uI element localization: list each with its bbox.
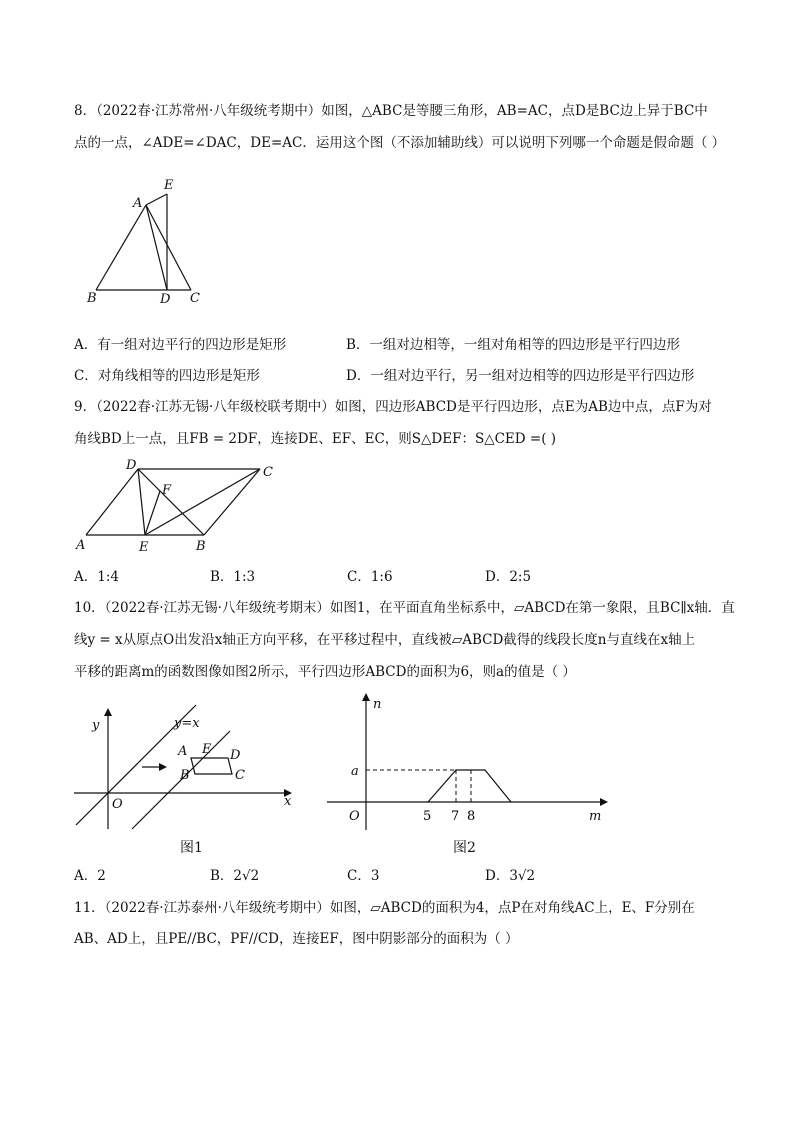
q9-segment-de [138,469,145,535]
q9-label-d: D [126,458,137,473]
q10-fig2-label-m: m [589,809,602,824]
q10-stem-line-3: 平移的距离m的函数图像如图2所示，平行四边形ABCD的面积为6，则a的值是（ ） [74,664,576,680]
q10-figure-1-caption: 图1 [180,840,203,856]
q9-stem-line-2: 角线BD上一点，且FB = 2DF，连接DE、EF、EC，则S△DEF：S△CED =( ) [74,431,557,447]
q9-side-da [86,469,138,535]
q10-option-b[interactable]: B．2√2 [210,868,260,884]
q8-side-ac [146,205,191,290]
q8-label-c: C [190,291,200,306]
q9-label-a: A [76,538,86,553]
q9-label-f: F [162,483,172,498]
q10-fig2-tick-7: 7 [451,809,460,824]
q10-option-c[interactable]: C．3 [347,868,380,884]
q10-fig1-move-arrow-head [159,763,167,771]
q9-label-e: E [139,540,149,555]
q10-fig1-label-y: y [92,718,100,733]
q8-stem-line-1: 8．（2022春·江苏常州·八年级统考期中）如图，△ABC是等腰三角形，AB=AC，点D是BC边上异于BC中 [74,103,708,119]
q9-option-c[interactable]: C．1:6 [347,569,393,585]
q10-fig2-n-arrow [362,693,370,701]
q8-segment-ae [146,194,167,205]
q9-option-d[interactable]: D．2:5 [485,569,532,585]
q8-option-a[interactable]: A．有一组对边平行的四边形是矩形 [74,337,287,353]
q8-label-e: E [164,178,174,193]
q8-option-b[interactable]: B．一组对边相等，一组对角相等的四边形是平行四边形 [346,337,680,353]
q10-fig2-tick-5: 5 [423,809,432,824]
q8-figure [80,175,210,310]
q10-option-d[interactable]: D．3√2 [485,868,536,884]
q8-segment-ad [146,205,167,290]
q10-fig1-label-o: O [112,797,123,812]
q10-fig1-label-e: E [202,742,212,757]
q8-label-b: B [87,291,97,306]
q10-fig2-label-a: a [351,764,359,779]
q9-side-bc [204,469,260,535]
q10-figure-1 [70,705,310,830]
q10-fig1-label-x: x [284,794,292,809]
q9-stem-line-1: 9．（2022春·江苏无锡·八年级校联考期中）如图，四边形ABCD是平行四边形，点E为AB边中点，点F为对 [74,399,712,415]
q11-stem-line-2: AB、AD上，且PE//BC，PF//CD，连接EF，图中阴影部分的面积为（ ） [74,931,519,947]
q10-fig1-label-d: D [230,748,241,763]
q10-stem-line-2: 线y = x从原点O出发沿x轴正方向平移，在平移过程中，直线被▱ABCD截得的线段长度n与直线在x轴上 [74,632,696,648]
q10-fig1-parallelogram [191,758,232,774]
q10-figure-2-caption: 图2 [453,840,476,856]
q9-label-b: B [196,539,206,554]
q10-fig1-label-c: C [235,768,245,783]
q10-stem-line-1: 10．（2022春·江苏无锡·八年级统考期末）如图1，在平面直角坐标系中，▱ABCD在第一象限，且BC∥x轴．直 [74,600,735,616]
q9-segment-ef [145,491,160,535]
q8-label-d: D [160,292,171,307]
q10-fig2-m-arrow [600,798,608,806]
q10-option-a[interactable]: A．2 [74,868,106,884]
q10-fig1-label-b: B [180,768,190,783]
q9-label-c: C [263,465,273,480]
q10-fig2-label-n: n [373,697,382,712]
q8-label-a: A [133,196,143,211]
q9-option-a[interactable]: A．1:4 [74,569,119,585]
q8-option-d[interactable]: D．一组对边平行，另一组对边相等的四边形是平行四边形 [346,368,695,384]
q8-side-ab [96,205,146,290]
q9-figure [70,458,290,558]
q9-option-b[interactable]: B．1:3 [210,569,256,585]
q10-fig1-label-a: A [178,744,188,759]
q10-fig2-tick-8: 8 [467,809,476,824]
q10-fig2-function-graph [428,770,511,802]
q11-stem-line-1: 11．（2022春·江苏泰州·八年级统考期中）如图，▱ABCD的面积为4，点P在对角线AC上，E、F分别在 [74,900,695,916]
q10-figure-2 [325,690,615,835]
q10-fig1-y-arrow [104,708,112,716]
q10-fig1-label-line: y=x [174,716,200,731]
q8-option-c[interactable]: C．对角线相等的四边形是矩形 [74,368,260,384]
q8-stem-line-2: 点的一点，∠ADE=∠DAC，DE=AC．运用这个图（不添加辅助线）可以说明下列哪一个命题是假命题（ ） [74,135,726,151]
q10-fig2-label-o: O [349,809,360,824]
q9-segment-ec [145,469,260,535]
